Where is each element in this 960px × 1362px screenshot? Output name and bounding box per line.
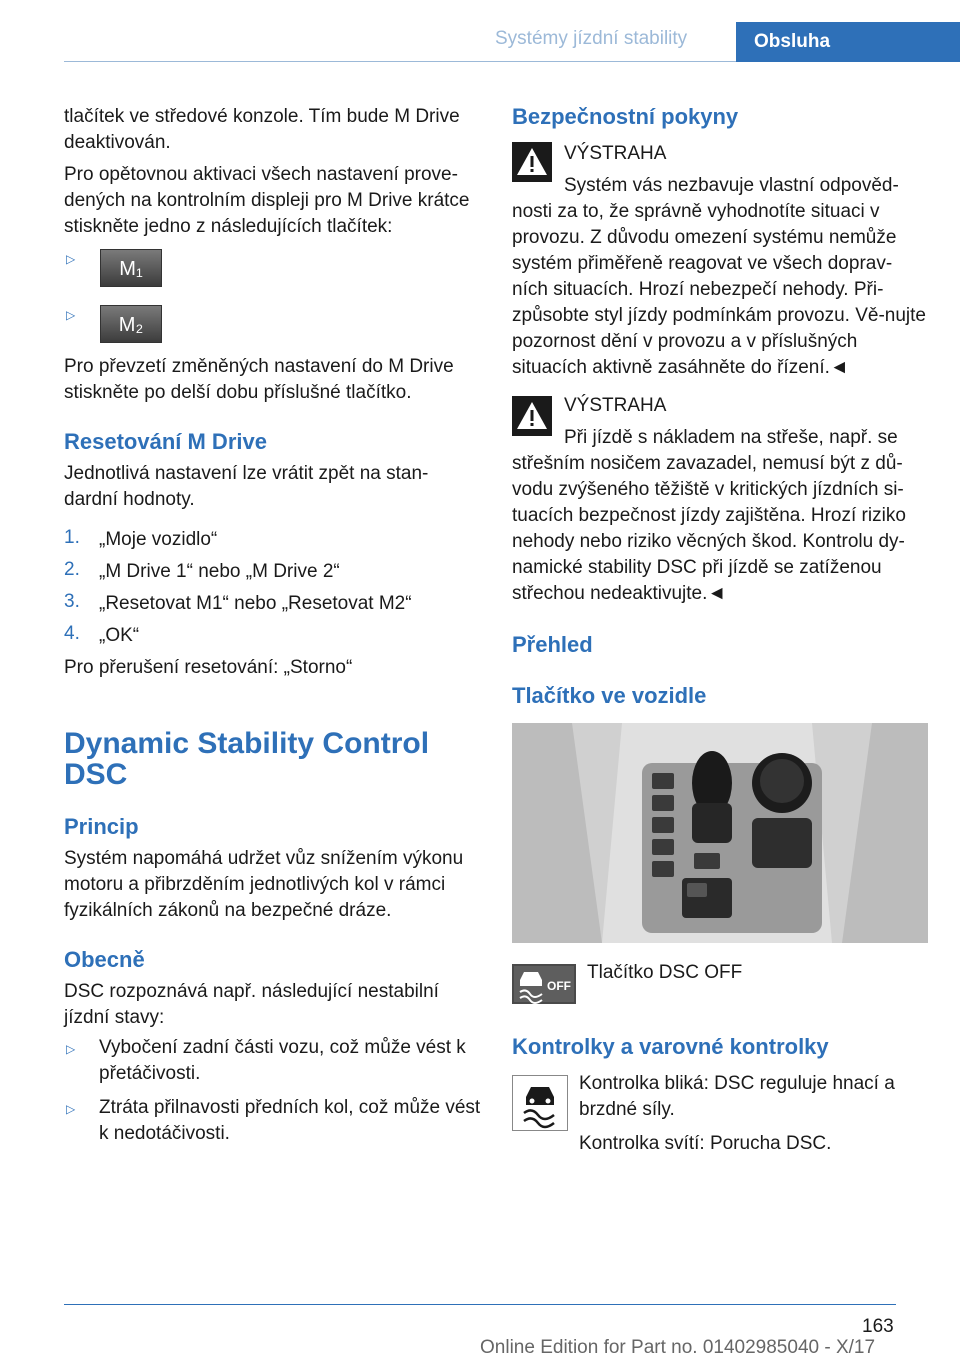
heading-princip: Princip <box>64 814 139 839</box>
heading-tlacitko: Tlačítko ve vozidle <box>512 683 707 708</box>
left-column <box>64 104 480 240</box>
running-header-tab: Obsluha <box>736 22 960 62</box>
m1-button-image: M₁ <box>100 249 162 287</box>
paragraph-cancel: Pro přerušení resetování: „Storno“ <box>64 657 353 678</box>
list-item: Vybočení zadní části vozu, což může vést k přetáčivosti. <box>99 1037 466 1084</box>
left-block-2 <box>64 354 480 406</box>
paragraph-princip: Systém napomáhá udržet vůz snížením výkonu motoru a přibrzděním jednotlivých kol v rámci fyzikálních zákonů na bezpečné dráze. <box>64 848 464 921</box>
dsc-off-caption: Tlačítko DSC OFF <box>587 962 743 983</box>
paragraph-take-over: Pro převzetí změněných nastavení do M Drive stiskněte po delší dobu příslušné tlačítko. <box>64 356 454 403</box>
heading-obecne: Obecně <box>64 947 145 972</box>
warning-text-2-block <box>512 425 928 607</box>
heading-dsc: Dynamic Stability Control DSC <box>64 727 430 791</box>
paragraph-reset: Jednotlivá nastavení lze vrátit zpět na stan‐dardní hodnoty. <box>64 463 429 510</box>
left-block-5 <box>64 979 480 1031</box>
footer-edition: Online Edition for Part no. 01402985040 - X/17 <box>480 1337 876 1358</box>
left-block-3 <box>64 461 480 513</box>
warning-text-1: Systém vás nezbavuje vlastní odpověd‐nosti za to, že správně vyhodnotíte situaci v provozu. Z důvodu omezení systému nemůže systém přiměřeně reagovat ve všech doprav‐ních situacích. Hrozí nebezpečí nehody. Při‐způsobte styl jízdy podmínkám provozu. Vě‐nujte pozornost dění v provozu a v příslušných situacích aktivně zasáhněte do řízení.◄ <box>512 175 926 378</box>
indicator-blinking-text: Kontrolka bliká: DSC reguluje hnací a brzdné síly. <box>579 1073 895 1120</box>
page-number: 163 <box>862 1316 894 1337</box>
footer-rule <box>64 1304 896 1305</box>
header-rule <box>64 61 736 62</box>
kontrolky-text-block <box>579 1071 929 1157</box>
heading-reset: Resetování M Drive <box>64 429 267 454</box>
left-block-4 <box>64 846 482 924</box>
paragraph-obecne: DSC rozpoznává např. následující nestabilní jízdní stavy: <box>64 981 439 1028</box>
indicator-lit-text: Kontrolka svítí: Porucha DSC. <box>579 1133 832 1154</box>
center-console-illustration <box>512 723 928 943</box>
warning-text-2: Při jízdě s nákladem na střeše, např. se střešním nosičem zavazadel, nemusí být z dů‐vodu zvýšeného těžiště v kritických jízdních si‐tuacích bezpečnost jízdy zajištěna. Hrozí riziko nehody nebo riziko věcných škod. Kontrolu dy‐namické stability DSC při jízdě se zatíženou střechou nedeaktivujte.◄ <box>512 427 906 604</box>
paragraph-deactivated: tlačítek ve středové konzole. Tím bude M Drive deaktivován. <box>64 106 460 153</box>
m2-button-image: M₂ <box>100 305 162 343</box>
dsc-indicator-icon <box>512 1075 568 1131</box>
bullet-icon: ▷ <box>66 252 76 266</box>
bullet-icon: ▷ <box>66 1042 76 1056</box>
warning-text-1-block <box>512 173 928 381</box>
center-console-photo <box>512 723 928 943</box>
paragraph-reactivate: Pro opětovnou aktivaci všech nastavení prove‐dených na kontrolním displeji pro M Drive krátce stiskněte jedno z následujících tlačítek: <box>64 164 470 237</box>
list-item: 4. „OK“ <box>64 623 140 646</box>
list-item: Ztráta přilnavosti předních kol, což může vést k nedotáčivosti. <box>99 1097 481 1144</box>
dsc-off-icon-label: OFF <box>547 979 571 993</box>
steps-list <box>64 527 480 655</box>
list-item: 3. „Resetovat M1“ nebo „Resetovat M2“ <box>64 591 412 614</box>
list-item: 1. „Moje vozidlo“ <box>64 527 218 550</box>
heading-prehled: Přehled <box>512 632 593 657</box>
warning-label: VÝSTRAHA <box>564 143 667 164</box>
dsc-off-icon <box>512 964 576 1004</box>
running-header-section: Systémy jízdní stability <box>495 28 688 49</box>
bullet-icon: ▷ <box>66 308 76 322</box>
bullet-icon: ▷ <box>66 1102 76 1116</box>
heading-safety: Bezpečnostní pokyny <box>512 104 739 129</box>
warning-label: VÝSTRAHA <box>564 395 667 416</box>
list-item: 2. „M Drive 1“ nebo „M Drive 2“ <box>64 559 340 582</box>
heading-kontrolky: Kontrolky a varovné kontrolky <box>512 1034 829 1059</box>
